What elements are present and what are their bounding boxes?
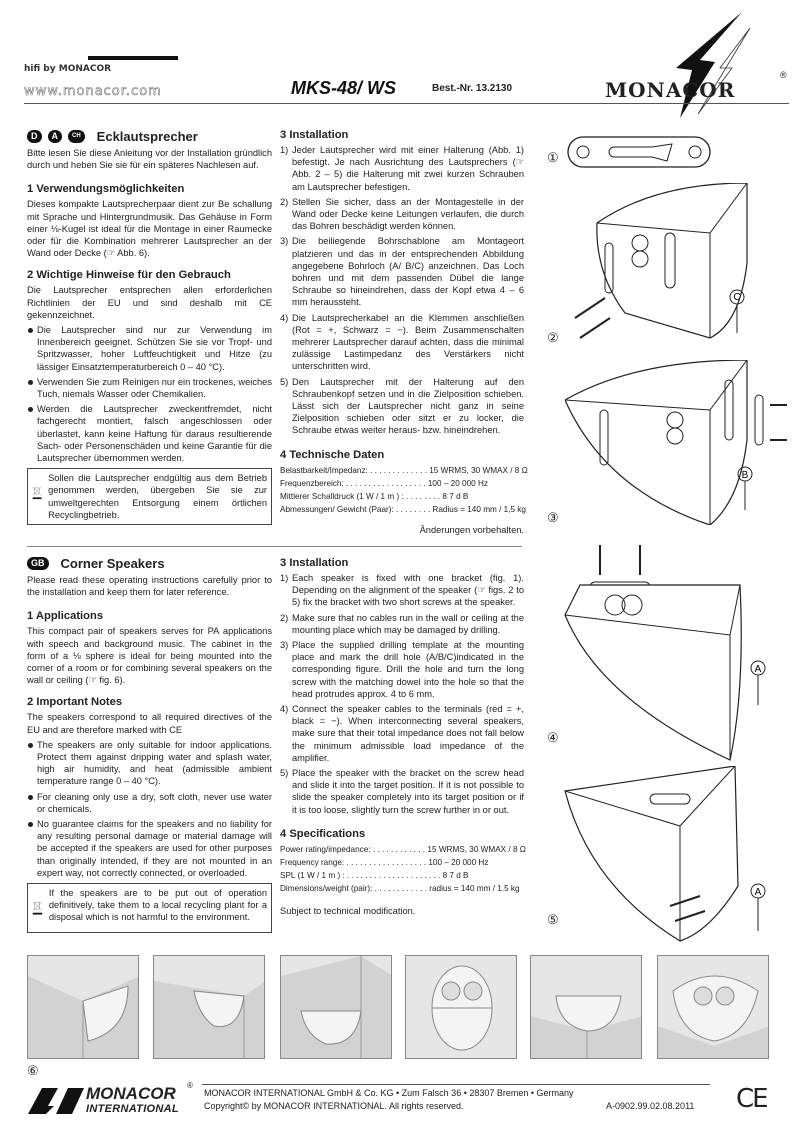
photo-corner-1: [27, 955, 139, 1059]
monacor-logo: MONACOR: [605, 78, 736, 102]
spec-row: SPL (1 W / 1 m ) : . . . . . . . . . . . . . . . . . . . . . 8 7 d B: [280, 870, 469, 880]
hifi-logo: [24, 42, 184, 82]
en-s4-title: 4 Specifications: [280, 827, 366, 840]
list-item: [280, 612, 524, 636]
step-number: 2): [280, 612, 289, 623]
en-s3-title: 3 Installation: [280, 557, 349, 569]
en-bullets: [27, 739, 272, 879]
step-number: 2): [280, 196, 289, 207]
drill-mark-b: B: [741, 470, 749, 481]
header-rule: [24, 103, 789, 104]
de-title: Ecklautsprecher: [96, 129, 198, 144]
registered-mark: ®: [780, 70, 787, 80]
de-recycle-text: Sollen die Lautsprecher endgültig aus dem Betrieb genommen werden, übergeben Sie sie zur umweltgerechten Entsorgung einem örtlichen Recyclingbetrieb.: [48, 473, 267, 520]
flag-d: D: [27, 130, 42, 143]
step-number: 3): [280, 236, 289, 247]
spec-row: Frequency range: . . . . . . . . . . . . . . . . . . 100 – 20 000 Hz: [280, 857, 489, 867]
list-item: [280, 767, 524, 816]
spec-row: Power rating/impedance: . . . . . . . . . . . . 15 WRMS, 30 WMAX / 8 Ω: [280, 844, 526, 854]
list-item: Verwenden Sie zum Reinigen nur ein trockenes, weiches Tuch, niemals Wasser oder Chemikalien.: [27, 376, 272, 400]
en-s2-text: The speakers correspond to all required directives of the EU and are therefore marked with CE: [27, 712, 272, 735]
en-recycle-box: [27, 883, 272, 933]
fig-3-label: ③: [547, 510, 559, 525]
fig-4-label: ④: [547, 730, 559, 745]
photo-ceiling-4: [405, 955, 517, 1059]
en-recycle-text: If the speakers are to be put out of operation definitively, take them to a local recycling plant for a disposal which is not harmful to the environment.: [48, 888, 267, 923]
flag-a: A: [48, 130, 63, 143]
flag-gb: GB: [27, 557, 49, 570]
footer-registered: ®: [187, 1081, 193, 1090]
speaker-fig5-illustration: [560, 766, 790, 946]
list-item: [280, 572, 524, 609]
de-steps: [280, 144, 524, 437]
en-intro: Please read these operating instructions carefully prior to the installation and keep them for later reference.: [27, 575, 272, 598]
step-text: Den Lautsprecher mit der Halterung auf den Schraubenkopf setzen und in die Zielposition schieben. Lässt sich der Lautsprecher nicht ganz in seine Zielposition schieben oder sitzt er zu locker, die Schraube etwas weiter heraus- bzw. hineindrehen.: [292, 376, 524, 436]
speaker-fig4-illustration: [560, 540, 790, 765]
de-left-column: [27, 129, 272, 525]
list-item: Die Lautsprecher sind nur zur Verwendung im Innenbereich geeignet. Schützen Sie sie vor Tropf- und Spritzwasser, hoher Luftfeuchtigkeit und Hitze (zu lässiger Einsatztemperaturbereich 0 – 40 °C).: [27, 324, 272, 373]
step-text: Place the supplied drilling template at the mounting place and mark the drill hole (A/B/C)indicated in the corresponding figure. Drill the hole and turn the long screw with the matching dowel into the hole so that the head protrudes approx. 4 to 6 mm.: [292, 640, 524, 699]
de-s2-text: Die Lautsprecher entsprechen allen erforderlichen Richtlinien der EU und sind deshalb mit CE gekennzeichnet.: [27, 285, 272, 320]
footer-doc-number: A-0902.99.02.08.2011: [606, 1101, 695, 1111]
list-item: Werden die Lautsprecher zweckentfremdet, nicht fachgerecht montiert, falsch angeschlossen oder überlastet, kann keine Haftung für daraus resultierende Sach- oder Personenschäden und keine Garantie für die Lautsprecher übernommen werden.: [27, 403, 272, 464]
en-note: Subject to technical modification.: [280, 905, 416, 916]
step-text: Jeder Lautsprecher wird mit einer Halterung (Abb. 1) befestigt. Je nach Ausrichtung des Lautsprechers (☞ Abb. 2 – 5) die Halterung mit zwei kurzen Schrauben am Lautsprecher befestigen.: [292, 145, 524, 192]
photo-corner-2: [153, 955, 265, 1059]
fig-6-label: ⑥: [27, 1063, 39, 1078]
de-intro: Bitte lesen Sie diese Anleitung vor der Installation gründlich durch und heben Sie sie für ein späteres Nachlesen auf.: [27, 148, 272, 171]
recycle-bin-crossed-icon: [32, 472, 42, 514]
list-item: [280, 196, 524, 233]
list-item: [280, 312, 524, 373]
monacor-international-logo-icon: [28, 1088, 84, 1114]
speaker-fig2-illustration: [565, 183, 790, 348]
hifi-logo-text: hifi by MONACOR: [24, 64, 112, 74]
step-text: Die beiliegende Bohrschablone am Montageort platzieren und das in der entsprechenden Abbildung angegebene Bohrloch (A/ B/C) anzeichnen. Das Loch bohren und mit dem passenden Dübel die lange Schraube so hineindrehen, dass der Kopf etwa 4 – 6 mm heraussteht.: [292, 236, 524, 308]
list-item: [280, 376, 524, 437]
step-text: Make sure that no cables run in the wall or ceiling at the mounting place which may be damaged by drilling.: [292, 612, 524, 635]
de-s1-text: Dieses kompakte Lautsprecherpaar dient zur Be schallung mit Sprache und Hintergrundmusik. Das Gehäuse in Form einer ⅛-Kugel ist ideal für die Montage in einer Raumecke oder für die Kombination mehrerer Lautsprecher an der Wand oder Decke (☞ Abb. 6).: [27, 199, 272, 259]
en-middle-column: [280, 557, 524, 917]
step-text: Die Lautsprecherkabel an die Klemmen anschließen (Rot = +, Schwarz = −). Beim Zusammenschalten mehrerer Lautsprecher darauf achten, dass die minimal zulässige Lastimpedanz des Verstärkers nicht unterschritten wird.: [292, 312, 524, 372]
footer-logo-bottom: INTERNATIONAL: [86, 1103, 179, 1115]
photo-ceiling-5: [530, 955, 642, 1059]
spec-row: Frequenzbereich: . . . . . . . . . . . . . . . . . . 100 – 20 000 Hz: [280, 478, 488, 488]
flag-ch: CH: [68, 130, 85, 143]
de-note: Änderungen vorbehalten.: [419, 524, 524, 535]
footer-logo-top: MONACOR: [86, 1084, 176, 1103]
step-number: 4): [280, 312, 289, 323]
spec-row: Belastbarkeit/Impedanz: . . . . . . . . . . . . . 15 WRMS, 30 WMAX / 8 Ω: [280, 465, 528, 475]
photo-ceiling-6: [657, 955, 769, 1059]
recycle-bin-crossed-icon: [32, 887, 43, 929]
en-s2-title: 2 Important Notes: [27, 696, 123, 709]
footer-address: MONACOR INTERNATIONAL GmbH & Co. KG • Zum Falsch 36 • 28307 Bremen • Germany: [204, 1088, 574, 1098]
en-s1-text: This compact pair of speakers serves for PA applications with speech and background music. The cabinet in the form of a ⅛ sphere is ideal for being mounted into the corner of a room or for combining several speakers on the wall or ceiling (☞ fig. 6).: [27, 626, 272, 686]
de-middle-column: [280, 129, 528, 536]
drill-mark-c: C: [733, 292, 741, 303]
en-left-column: [27, 556, 272, 933]
fig-2-label: ②: [547, 330, 559, 345]
list-item: No guarantee claims for the speakers and no liability for any resulting personal damage or material damage will be accepted if the speakers are used for other purposes than originally intended, if they are not mounted in an expert way, not correctly connected, or overloaded.: [27, 818, 272, 879]
de-bullets: [27, 324, 272, 464]
step-number: 1): [280, 573, 289, 583]
list-item: [280, 639, 524, 700]
step-number: 5): [280, 768, 289, 779]
de-s3-title: 3 Installation: [280, 129, 349, 141]
drill-mark-a: A: [754, 664, 762, 675]
website: www.monacor.com: [24, 84, 162, 99]
spec-row: Mittlerer Schalldruck (1 W / 1 m ) : . . . . . . . . 8 7 d B: [280, 491, 469, 501]
step-number: 4): [280, 704, 289, 715]
en-title: Corner Speakers: [60, 556, 165, 571]
fig-5-label: ⑤: [547, 912, 559, 927]
language-divider: [27, 546, 522, 547]
step-text: Each speaker is fixed with one bracket (fig. 1). Depending on the alignment of the speaker (☞ figs. 2 to 5) fix the bracket with two short screws at the speaker.: [292, 573, 524, 608]
de-heading: [27, 129, 272, 144]
order-number: Best.-Nr. 13.2130: [432, 83, 513, 94]
list-item: [280, 144, 524, 193]
spec-row: Dimensions/weight (pair): . . . . . . . . . . . . radius = 140 mm / 1.5 kg: [280, 883, 520, 893]
fig-1-label: ①: [547, 150, 559, 165]
en-heading: [27, 556, 272, 571]
spec-row: Abmessungen/ Gewicht (Paar): . . . . . . . . Radius = 140 mm / 1,5 kg: [280, 504, 526, 514]
model-title: MKS-48/ WS: [291, 78, 397, 98]
step-text: Connect the speaker cables to the terminals (red = +, black = −). When interconnecting several speakers, make sure that their total impedance does not fall below the minimum admissible load impedance of the amplifier.: [292, 704, 524, 763]
list-item: [280, 703, 524, 764]
photo-corner-3: [280, 955, 392, 1059]
de-s4-title: 4 Technische Daten: [280, 448, 385, 461]
footer-copyright: Copyright© by MONACOR INTERNATIONAL. All rights reserved.: [204, 1101, 464, 1111]
step-number: 1): [280, 145, 289, 155]
step-number: 5): [280, 376, 289, 387]
step-number: 3): [280, 640, 289, 651]
step-text: Stellen Sie sicher, dass an der Montagestelle in der Wand oder Decke keine Leitungen verlaufen, die durch das Bohren beschädigt werden können.: [292, 196, 524, 232]
step-text: Place the speaker with the bracket on the screw head and slide it into the target position. If it is not possible to slide the speaker completely into its target position or if it is too loose, slightly turn the screw further in or out.: [292, 768, 524, 815]
list-item: The speakers are only suitable for indoor applications. Protect them against dripping water and splash water, high air humidity, and heat (admissible ambient temperature range 0 – 40 °C).: [27, 739, 272, 788]
list-item: [280, 235, 524, 308]
list-item: For cleaning only use a dry, soft cloth, never use water or chemicals.: [27, 791, 272, 815]
drill-mark-a2: A: [754, 887, 762, 898]
de-s1-title: 1 Verwendungsmöglichkeiten: [27, 183, 185, 196]
ce-mark-icon: CE: [736, 1084, 767, 1114]
de-s2-title: 2 Wichtige Hinweise für den Gebrauch: [27, 269, 231, 282]
speaker-fig3-illustration: [565, 360, 790, 525]
en-steps: [280, 572, 524, 816]
en-s1-title: 1 Applications: [27, 610, 104, 623]
bracket-illustration: [567, 135, 712, 171]
de-recycle-box: [27, 468, 272, 525]
footer-rule: [202, 1084, 710, 1085]
